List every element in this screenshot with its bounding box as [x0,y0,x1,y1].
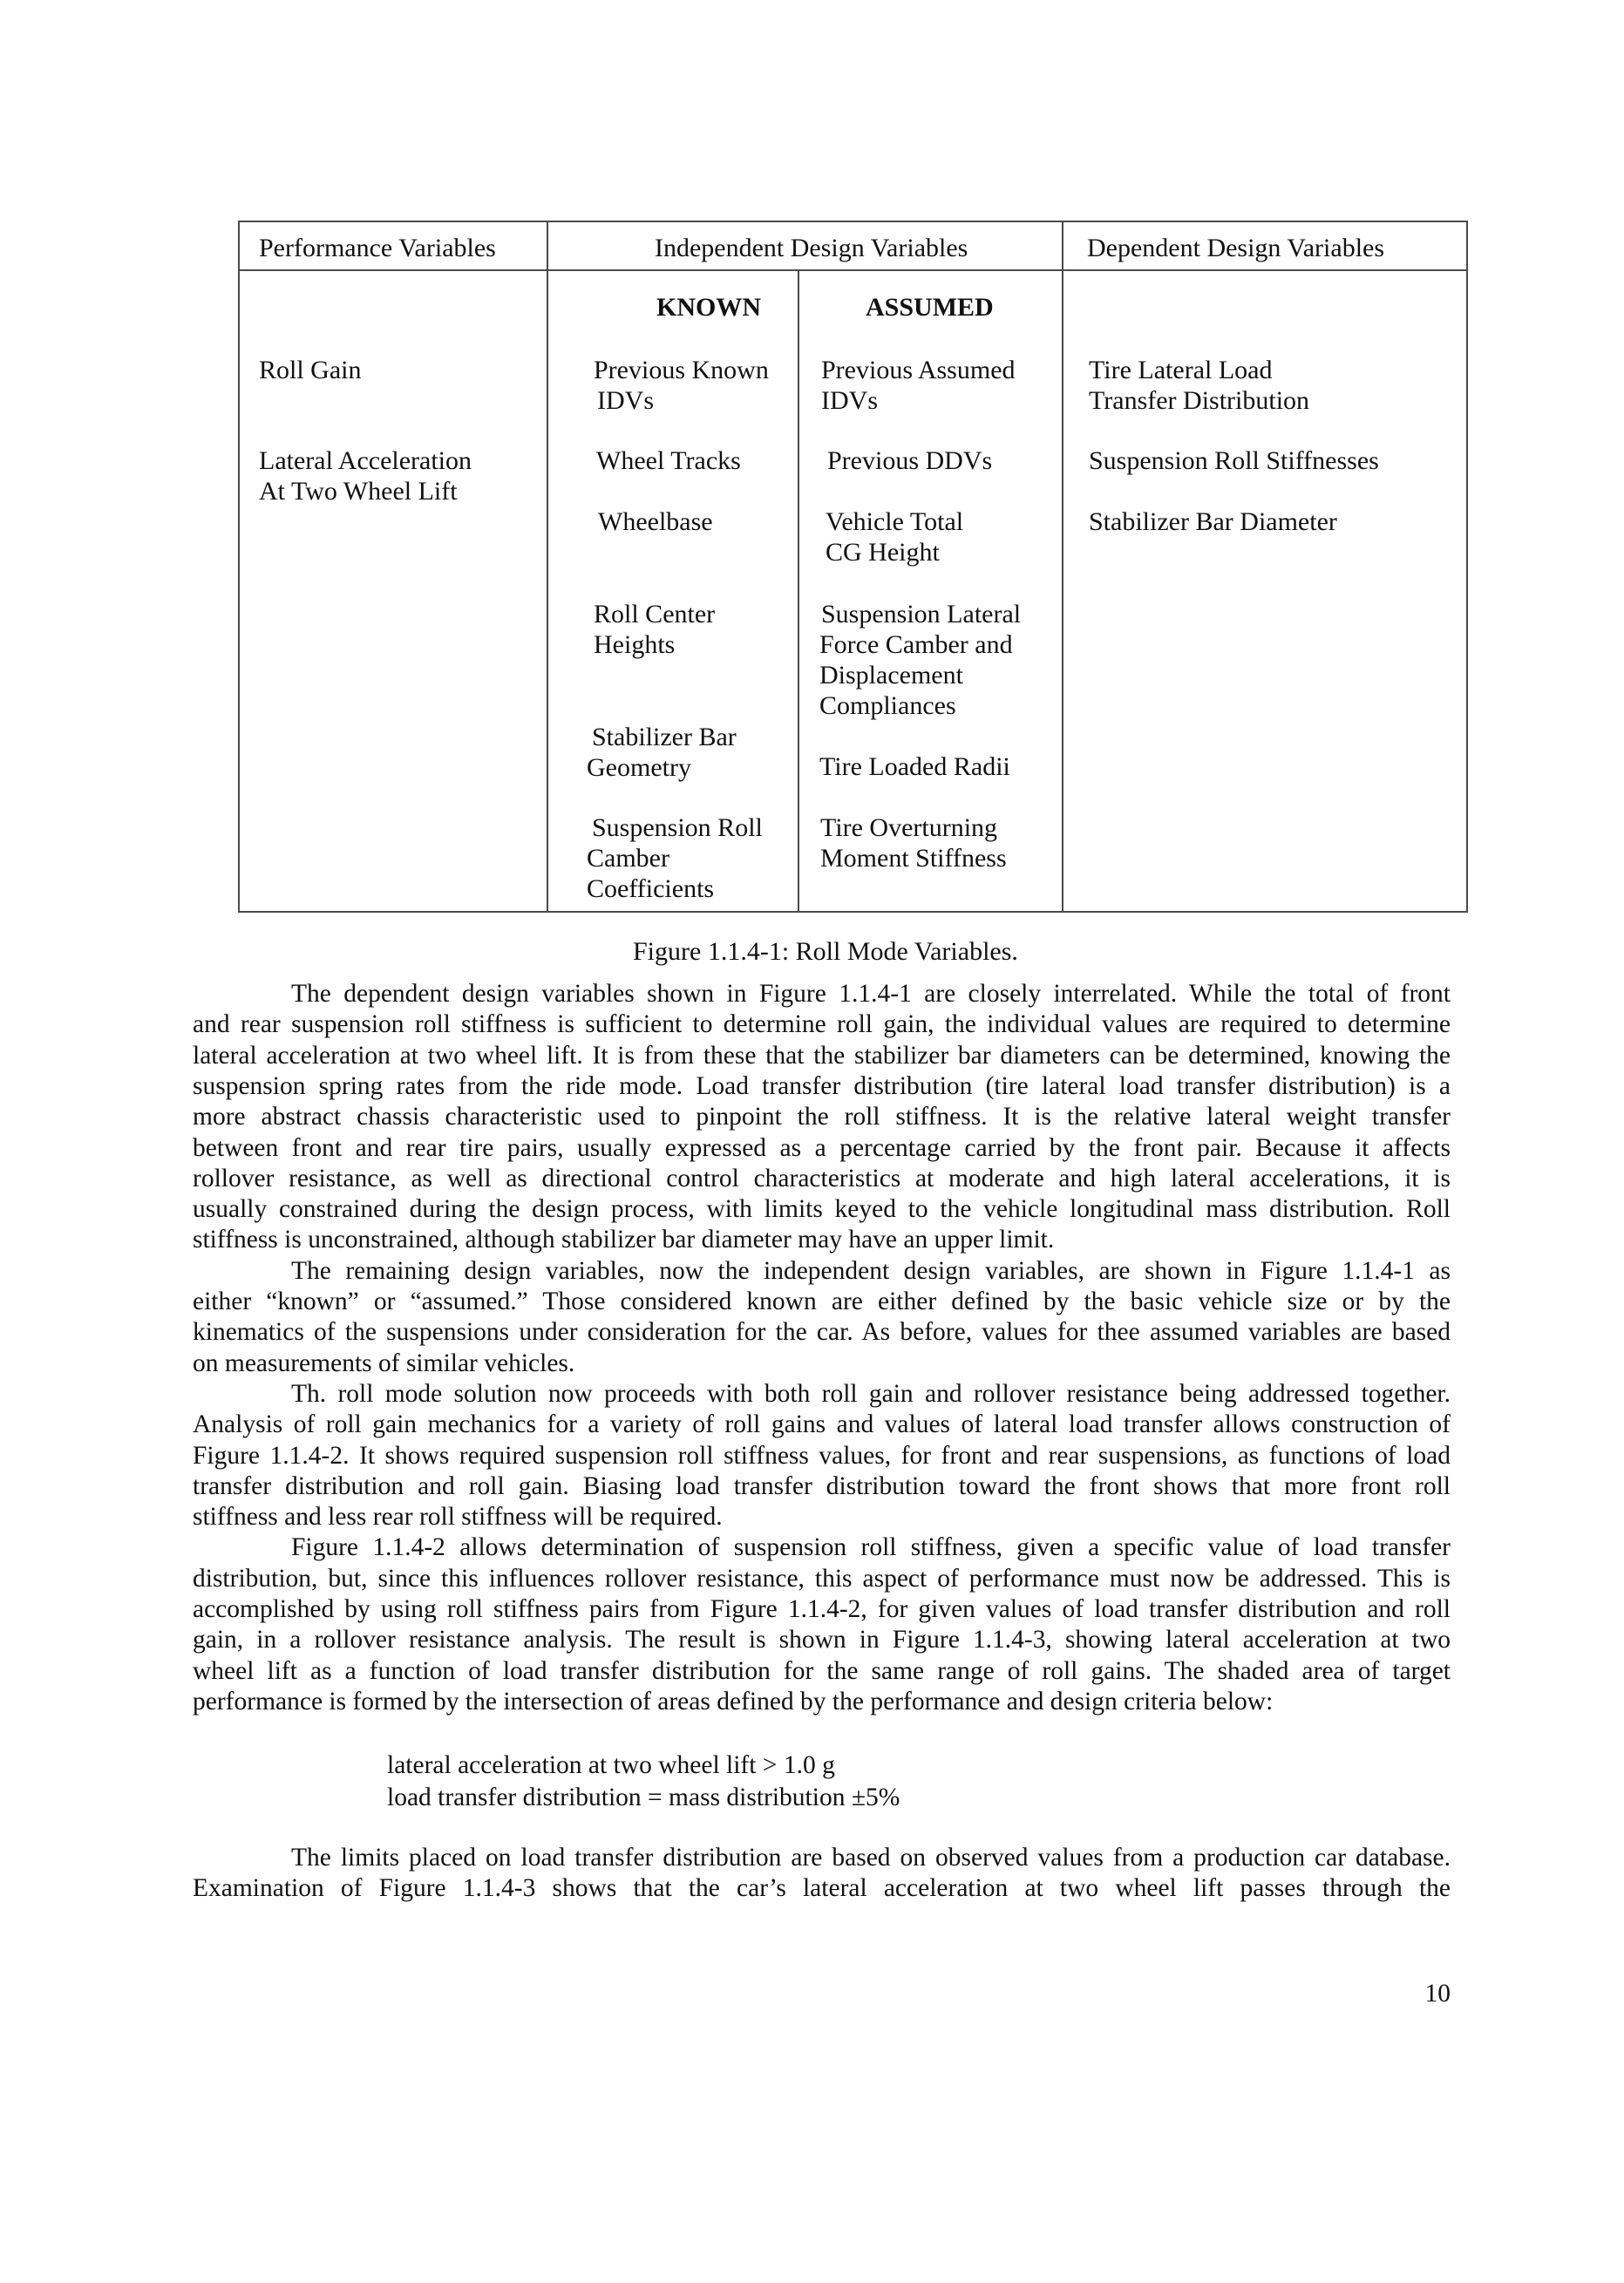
table-border-top [238,221,1468,222]
assumed-cell-line: Vehicle Total [826,507,964,536]
known-cell-line: Roll Center [594,600,716,629]
paragraph-line: The limits placed on load transfer distribution are based on observed values from a production car database. [291,1844,1451,1872]
paragraph-line: performance is formed by the intersection of areas defined by the performance and design criteria below: [193,1687,1274,1716]
assumed-cell-line: IDVs [821,386,878,415]
subheader-known: KNOWN [656,293,761,322]
column-divider [547,221,548,913]
page-number: 10 [1424,1980,1451,2008]
performance-cell-line: At Two Wheel Lift [259,477,458,506]
figure-caption: Figure 1.1.4-1: Roll Mode Variables. [633,937,1018,966]
paragraph-line: either “known” or “assumed.” Those considered known are either defined by the basic vehicle size or by the [193,1288,1451,1315]
paragraph-line: wheel lift as a function of load transfer distribution for the same range of roll gains. The shaded area of target [193,1656,1451,1685]
paragraph-line: Figure 1.1.4-2. It shows required suspension roll stiffness values, for front and rear suspensions, as functions of load [193,1441,1451,1470]
paragraph-line: kinematics of the suspensions under consideration for the car. As before, values for thee assumed variables are based [193,1318,1451,1347]
subheader-assumed: ASSUMED [866,293,994,322]
known-cell-line: IDVs [597,386,654,415]
header-performance-variables: Performance Variables [259,234,496,262]
assumed-cell-line: Moment Stiffness [820,844,1007,873]
dependent-cell-line: Transfer Distribution [1089,386,1310,415]
known-cell-line: Geometry [587,753,691,782]
paragraph-line: Figure 1.1.4-2 allows determination of suspension roll stiffness, given a specific value of load transfer [291,1533,1451,1562]
paragraph-line: on measurements of similar vehicles. [193,1349,575,1377]
paragraph-line: rollover resistance, as well as directional control characteristics at moderate and high lateral accelerations, it is [193,1164,1451,1192]
performance-cell-line: Lateral Acceleration [259,446,472,475]
paragraph-line: Examination of Figure 1.1.4-3 shows that the car’s lateral acceleration at two wheel lift passes through the [193,1874,1451,1903]
known-cell-line: Wheel Tracks [596,446,741,475]
assumed-cell-line: Force Camber and [819,630,1013,659]
column-divider [1062,221,1063,913]
performance-cell-line: Roll Gain [259,356,362,384]
paragraph-line: The remaining design variables, now the independent design variables, are shown in Figure 1.1.4-1 as [291,1256,1451,1285]
paragraph-line: Analysis of roll gain mechanics for a variety of roll gains and values of lateral load transfer allows construction of [193,1410,1451,1439]
assumed-cell-line: CG Height [826,538,940,567]
known-cell-line: Stabilizer Bar [592,723,737,751]
assumed-cell-line: Compliances [819,691,956,720]
paragraph-line: gain, in a rollover resistance analysis. The result is shown in Figure 1.1.4-3, showing lateral acceleration at two [193,1626,1451,1654]
paragraph-line: accomplished by using roll stiffness pairs from Figure 1.1.4-2, for given values of load transfer distribution and roll [193,1595,1451,1623]
paragraph-line: and rear suspension roll stiffness is sufficient to determine roll gain, the individual values are required to determine [193,1010,1451,1039]
paragraph-line: Th. roll mode solution now proceeds with both roll gain and rollover resistance being addressed together. [291,1379,1451,1408]
paragraph-line: distribution, but, since this influences rollover resistance, this aspect of performance must now be addressed. This is [193,1564,1451,1593]
known-cell-line: Heights [594,630,676,659]
paragraph-line: between front and rear tire pairs, usually expressed as a percentage carried by the front pair. Because it affects [193,1133,1451,1162]
paragraph-line: stiffness and less rear roll stiffness will be required. [193,1503,723,1532]
paragraph-line: usually constrained during the design process, with limits keyed to the vehicle longitudinal mass distribution. Roll [193,1195,1451,1224]
paragraph-line: stiffness is unconstrained, although stabilizer bar diameter may have an upper limit. [193,1226,1055,1254]
assumed-cell-line: Previous Assumed [821,356,1016,384]
criterion-line: load transfer distribution = mass distribution ±5% [387,1784,900,1811]
assumed-cell-line: Suspension Lateral [821,600,1022,629]
table-header-divider [238,269,1468,271]
dependent-cell-line: Tire Lateral Load [1089,356,1273,384]
table-border-bottom [238,911,1468,913]
assumed-cell-line: Displacement [819,661,963,690]
criterion-line: lateral acceleration at two wheel lift > 1.0 g [387,1751,835,1779]
known-cell-line: Coefficients [587,874,715,903]
paragraph-line: The dependent design variables shown in Figure 1.1.4-1 are closely interrelated. While the total of front [291,980,1451,1008]
header-independent-design-variables: Independent Design Variables [655,234,968,262]
paragraph-line: suspension spring rates from the ride mode. Load transfer distribution (tire lateral load transfer distribution) is a [193,1071,1451,1100]
paragraph-line: transfer distribution and roll gain. Biasing load transfer distribution toward the front shows that more front roll [193,1471,1451,1500]
paragraph-line: lateral acceleration at two wheel lift. It is from these that the stabilizer bar diameters can be determined, knowing the [193,1041,1451,1070]
header-dependent-design-variables: Dependent Design Variables [1087,234,1385,262]
paragraph-line: more abstract chassis characteristic used to pinpoint the roll stiffness. It is the relative lateral weight transfer [193,1103,1451,1131]
known-cell-line: Camber [587,844,669,873]
assumed-cell-line: Tire Overturning [820,813,998,842]
assumed-cell-line: Tire Loaded Radii [819,752,1010,781]
dependent-cell-line: Stabilizer Bar Diameter [1089,507,1337,536]
assumed-cell-line: Previous DDVs [827,446,993,475]
known-cell-line: Previous Known [594,356,769,384]
table-border-right [1466,221,1468,913]
dependent-cell-line: Suspension Roll Stiffnesses [1089,446,1379,475]
subcolumn-divider [798,270,799,912]
known-cell-line: Wheelbase [598,507,713,536]
table-border-left [238,221,240,913]
known-cell-line: Suspension Roll [592,813,763,842]
